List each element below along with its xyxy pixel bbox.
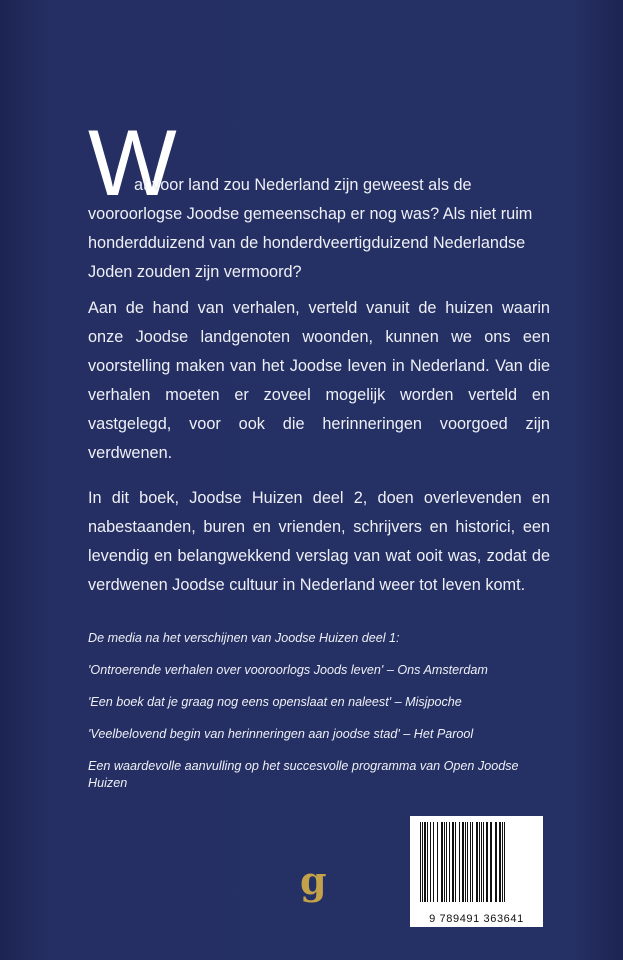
barcode-bar bbox=[490, 822, 492, 902]
barcode-bar bbox=[465, 822, 466, 902]
blurb-paragraph-1-first-line: at voor land zou Nederland zijn geweest als de bbox=[134, 176, 472, 194]
blurb-paragraph-1-rest: vooroorlogse Joodse gemeenschap er nog was? Als niet ruim honderdduizend van de honderdveertigduizend Nederlandse Joden zouden zijn vermoord? bbox=[88, 205, 533, 281]
barcode-bar bbox=[481, 822, 482, 902]
press-reviews bbox=[88, 630, 558, 807]
barcode-bar bbox=[441, 822, 443, 902]
isbn-number: 9 789491 363641 bbox=[429, 913, 524, 925]
blurb-paragraph-2: Aan de hand van verhalen, verteld vanuit de huizen waarin onze Joodse landgenoten woonden, kunnen we ons een voorstelling maken van het Joodse leven in Nederland. Van die verhalen moeten er zoveel mogelijk worden verteld en vastgelegd, voor ook die herinneringen voorgoed zijn verdwenen. bbox=[88, 299, 550, 462]
reviews-closing: Een waardevolle aanvulling op het succesvolle programma van Open Joodse Huizen bbox=[88, 759, 519, 790]
barcode-bar bbox=[483, 822, 484, 902]
publisher-logo: g bbox=[300, 858, 327, 903]
barcode-bar bbox=[470, 822, 471, 902]
review-quote: 'Een boek dat je graag nog eens openslaat en naleest' – Misjpoche bbox=[88, 695, 462, 709]
drop-cap-letter: W bbox=[88, 110, 175, 215]
barcode-bar bbox=[444, 822, 445, 902]
blurb-paragraph-3: In dit boek, Joodse Huizen deel 2, doen overlevenden en nabestaanden, buren en vrienden, schrijvers en historici, een levendig en belangwekkend verslag van wat ooit was, zodat de verdwenen Joodse cultuur in Nederland weer tot leven komt. bbox=[88, 489, 550, 594]
barcode-bar bbox=[499, 822, 501, 902]
barcode-bar bbox=[424, 822, 426, 902]
barcode-bar bbox=[476, 822, 478, 902]
barcode-bar bbox=[459, 822, 460, 902]
barcode-bar bbox=[479, 822, 480, 902]
barcode-bar bbox=[446, 822, 447, 902]
barcode-bar bbox=[502, 822, 503, 902]
barcode-bars bbox=[414, 820, 539, 908]
barcode-bar bbox=[462, 822, 464, 902]
barcode-bar bbox=[486, 822, 488, 902]
reviews-intro: De media na het verschijnen van Joodse Huizen deel 1: bbox=[88, 631, 400, 645]
barcode-bar bbox=[467, 822, 468, 902]
review-quote: 'Veelbelovend begin van herinneringen aan joodse stad' – Het Parool bbox=[88, 727, 474, 741]
barcode-bar bbox=[495, 822, 497, 902]
barcode-bar bbox=[472, 822, 473, 902]
barcode-bar bbox=[449, 822, 450, 902]
barcode-bar bbox=[433, 822, 434, 902]
isbn-barcode bbox=[410, 816, 543, 927]
review-quote: 'Ontroerende verhalen over vooroorlogs Joods leven' – Ons Amsterdam bbox=[88, 663, 488, 677]
barcode-bar bbox=[430, 822, 431, 902]
blurb-body bbox=[88, 294, 550, 616]
barcode-bar bbox=[437, 822, 438, 902]
barcode-bar bbox=[504, 822, 505, 902]
barcode-bar bbox=[455, 822, 456, 902]
barcode-bar bbox=[452, 822, 454, 902]
barcode-bar bbox=[420, 822, 421, 902]
barcode-bar bbox=[427, 822, 428, 902]
barcode-bar bbox=[422, 822, 423, 902]
blurb-paragraph-1 bbox=[88, 171, 550, 287]
